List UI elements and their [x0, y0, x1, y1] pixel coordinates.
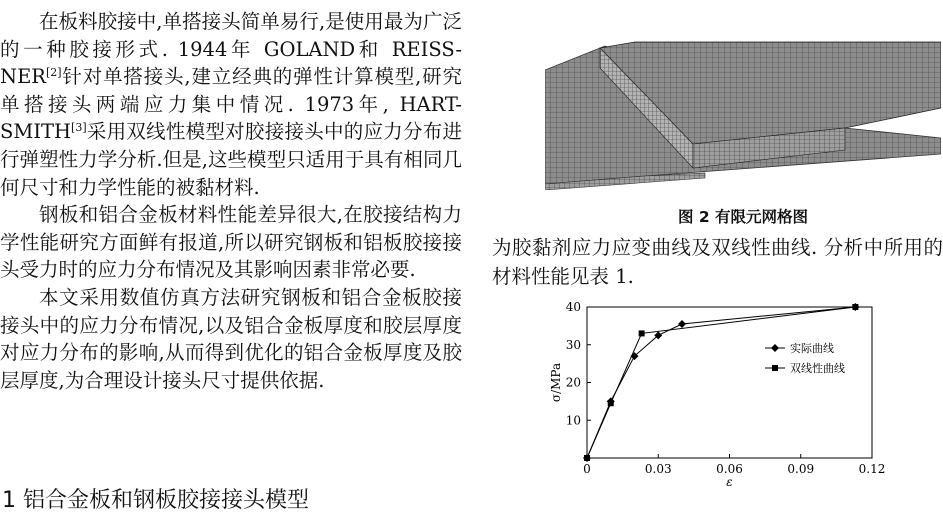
legend-marker-2 — [772, 365, 778, 371]
series-2-point — [852, 304, 858, 310]
y-axis-label: σ/MPa — [549, 362, 563, 403]
y-tick-label: 20 — [565, 375, 581, 390]
right-column-text — [492, 233, 943, 291]
plot-frame — [587, 307, 872, 458]
legend-marker-1 — [771, 344, 779, 352]
para1-text-b: 针对单搭接头,建立经典的弹性计算模型,研究单搭接头两端应力集中情况. 1973年, HART-SMITH — [0, 65, 462, 144]
figure-2-caption: 图 2 有限元网格图 — [677, 208, 809, 226]
series-1-point — [678, 320, 686, 328]
y-tick-label: 10 — [565, 413, 581, 428]
paragraph-2: 钢板和铝合金板材料性能差异很大,在胶接结构力学性能研究方面鲜有报道,所以研究钢板和铝板胶接接头受力时的应力分布情况及其影响因素非常必要. — [0, 203, 462, 282]
series-2-point — [584, 455, 590, 461]
left-column — [0, 8, 462, 394]
fe-mesh-figure — [545, 8, 941, 190]
series-line-2 — [587, 307, 855, 458]
x-tick-label: 0 — [583, 462, 591, 476]
series-line-1 — [587, 307, 855, 458]
series-2-point — [608, 400, 614, 406]
legend-label-1: 实际曲线 — [790, 342, 834, 355]
citation-3[interactable]: [3] — [71, 121, 87, 135]
paragraph-1 — [0, 8, 462, 201]
x-tick-label: 0.09 — [787, 462, 815, 476]
y-tick-label: 30 — [565, 337, 581, 352]
series-2-point — [639, 330, 645, 336]
legend-label-2: 双线性曲线 — [790, 362, 845, 375]
citation-2[interactable]: [2] — [45, 66, 62, 80]
para1-text-c: 采用双线性模型对胶接接头中的应力分布进行弹塑性力学分析.但是,这些模型只适用于具有相同几何尺寸和力学性能的被黏材料. — [0, 120, 462, 199]
plot-area — [549, 300, 885, 489]
paragraph-3: 本文采用数值仿真方法研究钢板和铝合金板胶接接头中的应力分布情况,以及铝合金板厚度和胶层厚度对应力分布的影响,从而得到优化的铝合金板厚度及胶层厚度,为合理设计接头尺寸提供依据. — [0, 285, 462, 392]
section-heading: 1 铝合金板和钢板胶接接头模型 — [2, 488, 309, 513]
x-axis-label: ε — [726, 475, 733, 489]
right-paragraph: 为胶黏剂应力应变曲线及双线性曲线. 分析中所用的材料性能见表 1. — [492, 236, 943, 288]
stress-strain-chart — [540, 298, 900, 497]
x-tick-label: 0.03 — [644, 462, 672, 476]
para1-text-a: 在板料胶接中,单搭接头简单易行,是使用最为广泛的一种胶接形式. 1944年 GOLAND和 REISS-NER — [0, 10, 462, 89]
x-tick-label: 0.06 — [716, 462, 743, 476]
x-tick-label: 0.12 — [858, 462, 886, 476]
y-tick-label: 40 — [565, 300, 581, 314]
